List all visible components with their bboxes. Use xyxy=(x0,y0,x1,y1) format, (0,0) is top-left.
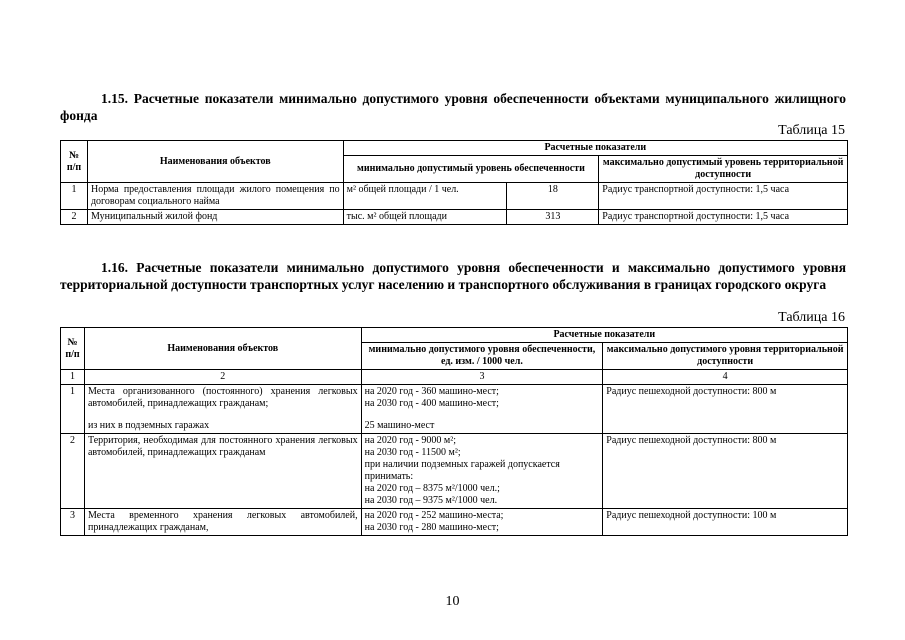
row-min-line: на 2030 год – 9375 м²/1000 чел. xyxy=(364,495,498,506)
row-min-line: на 2030 год - 400 машино-мест; xyxy=(364,398,499,409)
header-min: минимально допустимый уровень обеспеченности xyxy=(343,156,599,183)
header-max: максимально допустимый уровень территориальной доступности xyxy=(599,156,848,183)
row-max: Радиус транспортной доступности: 1,5 часа xyxy=(599,210,848,225)
row-max: Радиус пешеходной доступности: 800 м xyxy=(603,434,848,509)
col-number: 4 xyxy=(603,370,848,385)
row-num: 1 xyxy=(61,183,88,210)
col-number: 1 xyxy=(61,370,85,385)
row-min xyxy=(361,385,603,434)
table-row xyxy=(61,183,848,210)
row-num: 3 xyxy=(61,509,85,536)
table-row xyxy=(61,434,848,509)
row-min-line: на 2020 год – 8375 м²/1000 чел.; xyxy=(364,483,500,494)
header-num: № п/п xyxy=(61,328,85,370)
col-number: 3 xyxy=(361,370,603,385)
header-num: № п/п xyxy=(61,141,88,183)
col-number: 2 xyxy=(84,370,361,385)
row-min-line: при наличии подземных гаражей допускается принимать: xyxy=(364,459,560,482)
row-name-extra: из них в подземных гаражах xyxy=(87,420,210,431)
table-row xyxy=(61,210,848,225)
row-unit: тыс. м² общей площади xyxy=(343,210,507,225)
row-name xyxy=(84,385,361,434)
header-min-line2: ед. изм. / 1000 чел. xyxy=(441,356,523,367)
header-min-line1: минимально допустимого уровня обеспеченности, xyxy=(368,344,596,355)
header-name: Наименования объектов xyxy=(87,141,343,183)
row-num: 2 xyxy=(61,434,85,509)
row-name: Места временного хранения легковых автомобилей, принадлежащих гражданам, xyxy=(84,509,361,536)
row-value: 313 xyxy=(507,210,599,225)
section-heading-1-16: 1.16. Расчетные показатели минимально допустимого уровня обеспеченности и максимально допустимого уровня территориальной доступности транспортных услуг населению и транспортного обслуживания в границах городского округа xyxy=(60,260,846,292)
row-min-line: на 2030 год - 280 машино-мест; xyxy=(364,522,499,533)
row-max: Радиус пешеходной доступности: 800 м xyxy=(603,385,848,434)
table-16 xyxy=(60,327,848,536)
row-min xyxy=(361,509,603,536)
row-name: Территория, необходимая для постоянного хранения легковых автомобилей, принадлежащих гражданам xyxy=(84,434,361,509)
column-number-row xyxy=(61,370,848,385)
row-min-line: на 2020 год - 360 машино-мест; xyxy=(364,386,499,397)
row-min-line: на 2020 год - 9000 м²; xyxy=(364,435,456,446)
table-row xyxy=(61,385,848,434)
row-name: Муниципальный жилой фонд xyxy=(87,210,343,225)
row-num: 2 xyxy=(61,210,88,225)
row-unit: м² общей площади / 1 чел. xyxy=(343,183,507,210)
page-number: 10 xyxy=(445,594,460,609)
row-max: Радиус пешеходной доступности: 100 м xyxy=(603,509,848,536)
header-max: максимально допустимого уровня территориальной доступности xyxy=(603,343,848,370)
header-calc: Расчетные показатели xyxy=(361,328,847,343)
table-caption-16: Таблица 16 xyxy=(778,310,845,325)
row-min-extra: 25 машино-мест xyxy=(364,420,435,431)
row-value: 18 xyxy=(507,183,599,210)
row-min-line: на 2020 год - 252 машино-места; xyxy=(364,510,504,521)
header-calc: Расчетные показатели xyxy=(343,141,847,156)
row-min-line: на 2030 год - 11500 м²; xyxy=(364,447,461,458)
row-max: Радиус транспортной доступности: 1,5 часа xyxy=(599,183,848,210)
table-15 xyxy=(60,140,848,225)
section-heading-1-15: 1.15. Расчетные показатели минимально допустимого уровня обеспеченности объектами муниципального жилищного фонда xyxy=(60,91,846,123)
header-name: Наименования объектов xyxy=(84,328,361,370)
header-min xyxy=(361,343,603,370)
row-num: 1 xyxy=(61,385,85,434)
row-min xyxy=(361,434,603,509)
table-row xyxy=(61,509,848,536)
table-caption-15: Таблица 15 xyxy=(778,123,845,138)
row-name-text: Места организованного (постоянного) хранения легковых автомобилей, принадлежащих гражданам; xyxy=(87,386,358,409)
row-name: Норма предоставления площади жилого помещения по договорам социального найма xyxy=(87,183,343,210)
